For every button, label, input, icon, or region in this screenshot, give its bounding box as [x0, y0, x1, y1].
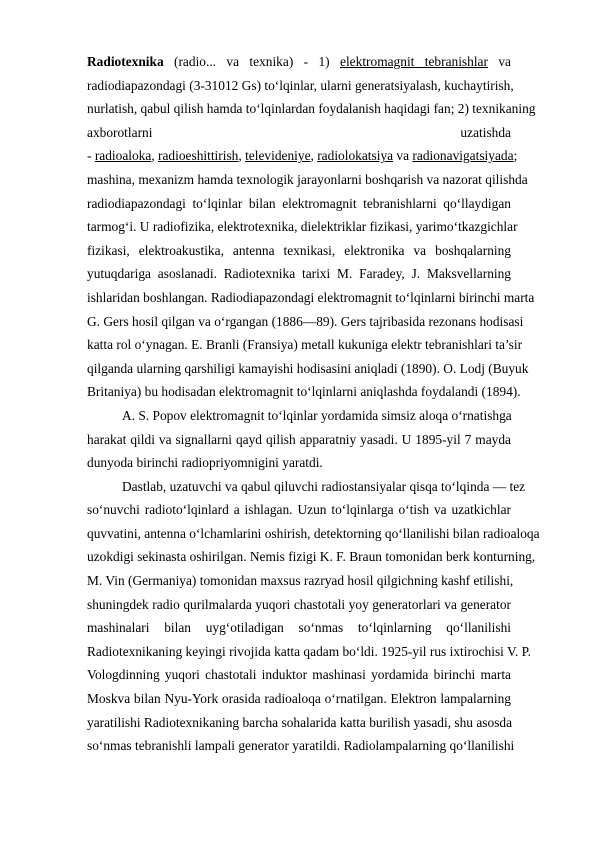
text-segment: -	[87, 148, 95, 164]
link-radioaloka[interactable]: radioaloka	[94, 148, 152, 164]
text-line: fizikasi, elektroakustika, antenna texnikasi, elektronika va boshqalarning	[87, 242, 511, 258]
text-line: tarmog‘i. U radiofizika, elektrotexnika, dielektriklar fizikasi, yarimo‘tkazgichlar	[87, 219, 518, 235]
link-radioeshittirish[interactable]: radioeshittirish	[158, 148, 239, 164]
text-line: Dastlab, uzatuvchi va qabul qiluvchi radiostansiyalar qisqa to‘lqinda — tez	[122, 478, 526, 494]
text-line: so‘nmas tebranishli lampali generator yaratildi. Radiolampalarning qo‘llanilishi	[87, 738, 515, 754]
text-line: so‘nuvchi radioto‘lqinlard a ishlagan. Uzun to‘lqinlarga o‘tish va uzatkichlar	[87, 502, 511, 518]
text-line: Moskva bilan Nyu-York orasida radioaloqa o‘rnatilgan. Elektron lampalarning	[87, 691, 511, 707]
text-segment: (radio... va texnika) - 1)	[163, 54, 341, 69]
text-segment: ;	[513, 148, 518, 164]
text-line: radiodiapazondagi (3-31012 Gs) to‘lqinlar, ularni generatsiyalash, kuchaytirish,	[87, 77, 514, 93]
document-body	[87, 50, 540, 758]
text-line: harakat qildi va signallarni qayd qilish apparatniy yasadi. U 1895-yil 7 mayda	[87, 431, 511, 447]
text-line: Britaniya) bu hodisadan elektromagnit to‘lqinlarni aniqlashda foydalandi (1894).	[87, 384, 521, 400]
text-line: mashinalari bilan uyg‘otiladigan so‘nmas to‘lqinlarning qo‘llanilishi	[87, 620, 511, 636]
text-segment: ,	[151, 148, 159, 164]
text-line: shuningdek radio qurilmalarda yuqori chastotali yoy generatorlari va generator	[87, 596, 511, 612]
text-line: katta rol o‘ynagan. E. Branli (Fransiya) metall kukuniga elektr tebranishlari ta’sir	[87, 337, 523, 353]
text-line: ishlaridan boshlangan. Radiodiapazondagi elektromagnit to‘lqinlarni birinchi marta	[87, 289, 535, 305]
text-line: qilganda ularning qarshiligi kamayishi hodisasini aniqladi (1890). O. Lodj (Buyuk	[87, 360, 529, 376]
text-line: radiodiapazondagi to‘lqinlar bilan elektromagnit tebranishlarni qo‘llaydigan	[87, 195, 511, 211]
text-segment: ,	[310, 148, 318, 164]
link-elektromagnit-tebranishlar[interactable]: elektromagnit tebranishlar	[340, 54, 488, 69]
text-line: M. Vin (Germaniya) tomonidan maxsus razryad hosil qilgichning kashf etilishi,	[87, 573, 514, 589]
link-radiolokatsiya[interactable]: radiolokatsiya	[317, 148, 394, 164]
text-line: G. Gers hosil qilgan va o‘rgangan (1886—89). Gers tajribasida rezonans hodisasi	[87, 313, 524, 329]
link-radionavigatsiyada[interactable]: radionavigatsiyada	[412, 148, 514, 164]
text-line	[87, 50, 511, 74]
text-segment: va	[487, 54, 511, 69]
link-televideniye[interactable]: televideniye	[245, 148, 311, 164]
text-line: dunyoda birinchi radiopriyomnigini yaratdi.	[87, 455, 323, 471]
text-line: uzokdigi sekinasta oshirilgan. Nemis fizigi K. F. Braun tomonidan berk konturning,	[87, 549, 536, 565]
text-line: quvvatini, antenna o‘lchamlarini oshirish, detektorning qo‘llanilishi bilan radioaloqa	[87, 525, 540, 541]
text-line: axborotlarni uzatishda	[87, 124, 511, 140]
text-line: mashina, mexanizm hamda texnologik jarayonlarni boshqarish va nazorat qilishda	[87, 171, 528, 187]
text-line: A. S. Popov elektromagnit to‘lqinlar yordamida simsiz aloqa o‘rnatishga	[122, 407, 512, 423]
text-segment: va	[393, 148, 413, 164]
text-segment: ,	[238, 148, 246, 164]
text-line	[87, 144, 518, 168]
text-line: Radiotexnikaning keyingi rivojida katta qadam bo‘ldi. 1925-yil rus ixtirochisi V. P.	[87, 643, 531, 659]
text-line: Vologdinning yuqori chastotali induktor mashinasi yordamida birinchi marta	[87, 667, 511, 683]
text-line: yutuqdariga asoslanadi. Radiotexnika tarixi M. Faradey, J. Maksvellarning	[87, 266, 511, 282]
text-line: nurlatish, qabul qilish hamda to‘lqinlardan foydalanish haqidagi fan; 2) texnikaning	[87, 101, 536, 117]
term-radiotexnika: Radiotexnika	[87, 54, 164, 69]
text-line: yaratilishi Radiotexnikaning barcha sohalarida katta burilish yasadi, shu asosda	[87, 714, 513, 730]
